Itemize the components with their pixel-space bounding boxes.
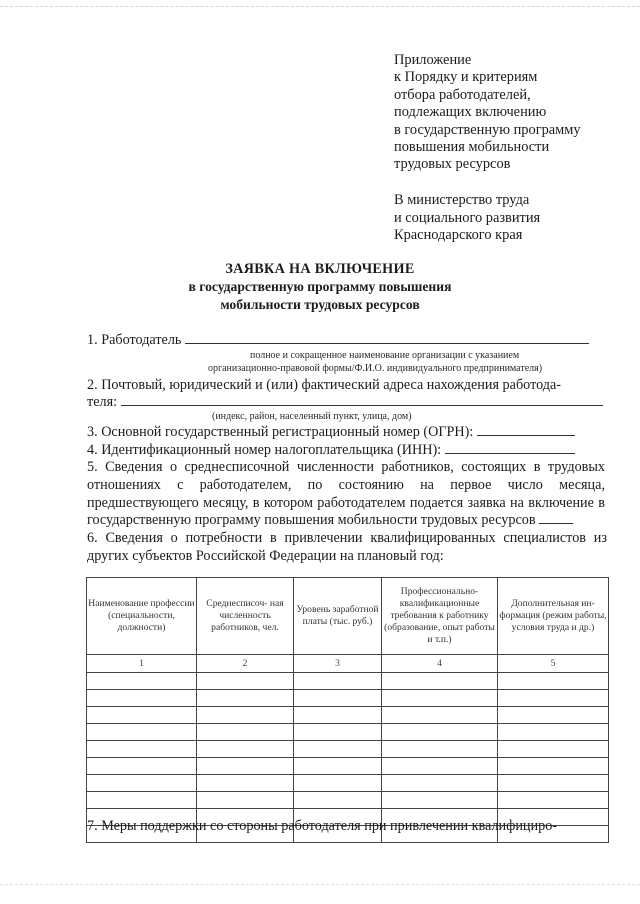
table-row xyxy=(87,741,609,758)
table-cell[interactable] xyxy=(294,758,382,775)
scan-top-edge xyxy=(0,6,640,8)
appendix-line: повышения мобильности xyxy=(394,139,550,156)
table-cell[interactable] xyxy=(498,758,609,775)
table-cell[interactable] xyxy=(498,775,609,792)
table-cell[interactable] xyxy=(294,775,382,792)
headcount-text: 5. Сведения о среднесписочной численности работников, состоящих в трудовых отношениях с работодателем, по состоянию на первое число месяца, предшествующего месяцу, в котором работодателем подается заявка на включение в государственную программу повышения мобильности трудовых ресурсов xyxy=(87,459,605,529)
ogrn-field[interactable] xyxy=(477,435,575,436)
table-row xyxy=(87,792,609,809)
column-header: Наименование профессии (специальности, должности) xyxy=(87,578,197,655)
table-cell[interactable] xyxy=(197,690,294,707)
table-cell[interactable] xyxy=(197,724,294,741)
table-cell[interactable] xyxy=(87,673,197,690)
item-support xyxy=(87,818,607,835)
item-address xyxy=(87,377,607,394)
table-cell[interactable] xyxy=(87,792,197,809)
item-employer xyxy=(87,332,607,349)
addressee-line: В министерство труда xyxy=(394,192,530,208)
table-row xyxy=(87,673,609,690)
table-cell[interactable] xyxy=(87,775,197,792)
table-cell[interactable] xyxy=(294,673,382,690)
employer-label: 1. Работодатель xyxy=(87,332,182,348)
table-cell[interactable] xyxy=(294,690,382,707)
column-number: 4 xyxy=(382,655,498,673)
table-cell[interactable] xyxy=(197,673,294,690)
column-number: 5 xyxy=(498,655,609,673)
column-number: 1 xyxy=(87,655,197,673)
table-cell[interactable] xyxy=(294,724,382,741)
document-title: ЗАЯВКА НА ВКЛЮЧЕНИЕ xyxy=(225,261,415,277)
item-inn xyxy=(87,442,607,459)
employer-hint: полное и сокращенное наименование организации с указанием xyxy=(250,350,520,361)
table-cell[interactable] xyxy=(382,707,498,724)
column-number: 2 xyxy=(197,655,294,673)
table-cell[interactable] xyxy=(87,724,197,741)
table-cell[interactable] xyxy=(382,673,498,690)
table-cell[interactable] xyxy=(87,758,197,775)
table-cell[interactable] xyxy=(87,741,197,758)
appendix-line: в государственную программу xyxy=(394,121,581,138)
table-row xyxy=(87,724,609,741)
scan-bottom-edge xyxy=(0,884,640,886)
column-header: Уровень заработной платы (тыс. руб.) xyxy=(294,578,382,655)
table-cell[interactable] xyxy=(382,690,498,707)
table-cell[interactable] xyxy=(498,673,609,690)
table-cell[interactable] xyxy=(294,792,382,809)
table-cell[interactable] xyxy=(498,690,609,707)
appendix-block xyxy=(394,52,581,174)
support-text: 7. Меры поддержки со стороны работодателя при привлечении квалифициро- xyxy=(87,818,558,834)
table-cell[interactable] xyxy=(294,741,382,758)
appendix-line: Приложение xyxy=(394,52,472,68)
table-row xyxy=(87,690,609,707)
table-cell[interactable] xyxy=(294,707,382,724)
table-cell[interactable] xyxy=(87,690,197,707)
column-header: Среднесписоч- ная численность работников, чел. xyxy=(197,578,294,655)
addressee-line: Краснодарского края xyxy=(394,227,523,244)
appendix-line: к Порядку и критериям xyxy=(394,69,538,86)
demand-text: 6. Сведения о потребности в привлечении квалифицированных специалистов из других субъектов Российской Федерации на плановый год: xyxy=(87,530,607,564)
employer-hint: организационно-правовой формы/Ф.И.О. индивидуального предпринимателя) xyxy=(208,363,543,374)
table-cell[interactable] xyxy=(197,775,294,792)
item-headcount xyxy=(87,459,605,530)
inn-label: 4. Идентификационный номер налогоплательщика (ИНН): xyxy=(87,442,442,458)
demand-table xyxy=(86,577,609,843)
address-label: 2. Почтовый, юридический и (или) фактический адреса нахождения работода- xyxy=(87,377,562,393)
table-cell[interactable] xyxy=(382,792,498,809)
ogrn-label: 3. Основной государственный регистрационный номер (ОГРН): xyxy=(87,424,474,440)
table-number-row xyxy=(87,655,609,673)
table-row xyxy=(87,758,609,775)
item-ogrn xyxy=(87,424,607,441)
inn-field[interactable] xyxy=(445,453,575,454)
appendix-line: трудовых ресурсов xyxy=(394,156,511,173)
column-number: 3 xyxy=(294,655,382,673)
table-cell[interactable] xyxy=(87,707,197,724)
column-header: Дополнительная ин- формация (режим работы, условия труда и др.) xyxy=(498,578,609,655)
document-subtitle: в государственную программу повышения xyxy=(188,279,452,295)
table-cell[interactable] xyxy=(382,758,498,775)
headcount-field[interactable] xyxy=(539,523,573,524)
addressee-line: и социального развития xyxy=(394,209,541,226)
appendix-line: подлежащих включению xyxy=(394,104,547,121)
table-cell[interactable] xyxy=(382,724,498,741)
table-cell[interactable] xyxy=(498,741,609,758)
table-cell[interactable] xyxy=(498,707,609,724)
item-demand xyxy=(87,530,607,565)
document-heading xyxy=(100,261,540,313)
document-subtitle: мобильности трудовых ресурсов xyxy=(220,296,420,312)
table-cell[interactable] xyxy=(382,775,498,792)
table-cell[interactable] xyxy=(197,741,294,758)
address-field[interactable] xyxy=(121,405,603,406)
appendix-line: отбора работодателей, xyxy=(394,86,531,103)
table-row xyxy=(87,775,609,792)
table-header-row xyxy=(87,578,609,655)
table-cell[interactable] xyxy=(197,758,294,775)
addressee-block xyxy=(394,192,540,245)
employer-field[interactable] xyxy=(185,343,589,344)
table-cell[interactable] xyxy=(498,792,609,809)
table-cell[interactable] xyxy=(382,741,498,758)
table-row xyxy=(87,707,609,724)
item-address-cont xyxy=(87,394,607,411)
table-cell[interactable] xyxy=(498,724,609,741)
table-cell[interactable] xyxy=(197,707,294,724)
address-hint: (индекс, район, населенный пункт, улица, дом) xyxy=(212,411,412,422)
column-header: Профессионально- квалификационные требования к работнику (образование, опыт работы и т.п.) xyxy=(382,578,498,655)
table-cell[interactable] xyxy=(197,792,294,809)
address-label: теля: xyxy=(87,394,118,410)
